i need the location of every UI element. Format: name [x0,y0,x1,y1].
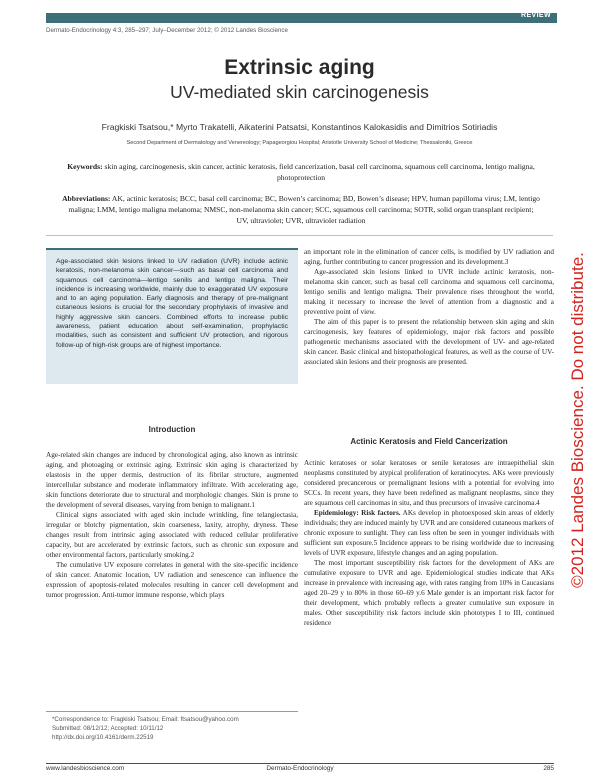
footer-divider [46,763,554,764]
doi-link[interactable]: http://dx.doi.org/10.4161/derm.22519 [52,734,154,741]
copyright-watermark: ©2012 Landes Bioscience. Do not distribute. [568,252,587,588]
journal-citation: Dermato-Endocrinology 4:3, 285–297; July–December 2012; © 2012 Landes Bioscience [46,27,288,34]
abbreviations [62,194,540,226]
epidemiology-label: Epidemiology: Risk factors. [314,509,401,517]
affiliation: Second Department of Dermatology and Venereology; Papageorgiou Hospital; Aristotle University School of Medicine; Thessaloniki, Greece [126,140,473,146]
right-column-top [304,247,554,367]
submission-dates: Submitted: 08/12/12; Accepted: 10/11/12 [52,725,164,732]
author-list: Fragkiski Tsatsou,* Myrto Trakatelli, Aikaterini Patsatsi, Konstantinos Kalokasidis and Dimitrios Sotiriadis [101,122,498,132]
header-bar [46,13,557,23]
section-label-box [46,13,557,23]
intro-heading: Introduction [148,425,196,434]
correspondence: *Correspondence to: Fragkiski Tsatsou; Email: ftsatsou@yahoo.com [52,716,239,723]
ak-paragraph-2-text: AKs develop in photoexposed skin areas of elderly individuals; they are induced mainly by UVR and are considered cutaneous markers of chronic exposure to sunlight. They can less often be seen in younger individuals with sufficient sun exposure.5 Incidence appears to be rising worldwide due to increasing levels of UVR exposure, lifestyle changes and an aging population. [304,509,554,557]
aim-paragraph: The aim of this paper is to present the relationship between skin aging and skin carcinogenesis, key features of epidemiology, major risk factors and possible pathogenetic mechanisms associated with the development of UV- and age-related skin cancer. Basic clinical and histopathological features, as well as the course of UV-associated skin lesions and their prognosis are presented. [304,318,554,366]
abstract-box [46,248,298,384]
article-subtitle: UV-mediated skin carcinogenesis [170,82,429,102]
keywords [62,162,540,184]
ak-section-heading: Actinic Keratosis and Field Cancerization [350,437,508,446]
intro-paragraph-1: Age-related skin changes are induced by chronological aging, also known as intrinsic aging, and photoaging or extrinsic aging. Extrinsic skin aging is characterized by elastosis in the upper dermis, destruction of its fibrilar structure, augmented intercellular substance and moderate inflammatory infiltrate. With accelerating age, skin functions deteriorate due to structural and morphologic changes. Skin is prone to the development of several diseases, varying from benign to malignant.1 [46,451,298,509]
footnote-divider [46,711,298,712]
keywords-label: Keywords: [67,162,103,171]
article-title: Extrinsic aging [224,56,375,79]
header-divider [46,235,553,236]
abbreviations-label: Abbreviations: [62,194,111,203]
ak-paragraph-3: The most important susceptibility risk factors for the development of AKs are cumulative exposure to UVR and age. Epidemiological studies indicate that AKs increase in prevalence with increasing age, with rates ranging from 10% in Caucasians aged 20–29 y to 80% in those 60–69 y.6 Male gender is an important risk factor for their development, which probably reflects a greater cumulative sun exposure in males. Other susceptibility risk factors include skin phototypes I to III, continued residence [304,559,554,627]
ak-paragraph-1: Actinic keratoses or solar keratoses or senile keratoses are intraepithelial skin neoplasms constituted by atypical proliferation of keratinocytes. AKs were previously considered precancerous or premalignant lesions with a potential for evolving into SCCs. In recent years, they have been redefined as malignant neoplasms, since they are squamous cell carcinomas in situ, and thus precursors of invasive carcinoma.4 [304,459,554,507]
footer-journal: Dermato-Endocrinology [266,765,334,772]
page-number: 285 [543,765,554,772]
intro-paragraph-2: Clinical signs associated with aged skin include wrinkling, fine telangiectasia, irregular or blotchy pigmentation, skin coarseness, laxity, atrophy, dryness. These changes result from intrinsic aging associated with reduced cellular proliferative capacity, but are accelerated by extrinsic factors, such as chronic sun exposure and other environmental factors, particularly smoking.2 [46,511,298,559]
keywords-text: skin aging, carcinogenesis, skin cancer, actinic keratosis, field cancerization, basal cell carcinoma, squamous cell carcinoma, lentigo maligna, photoprotection [102,162,535,182]
footnote [52,715,298,742]
intro-column [46,450,298,600]
ak-paragraph-2 [304,508,554,558]
intro-paragraph-3: The cumulative UV exposure correlates in general with the site-specific incidence of skin cancer. Anatomic location, UV radiation and senescence can influence the expression of apoptosis-related molecules resulting in cancer cell development and tumor progression. Anti-tumor immune response, which plays [46,561,298,599]
footer-website[interactable]: www.landesbioscience.com [46,765,125,772]
ak-section-column [304,458,554,628]
lesions-paragraph: Age-associated skin lesions linked to UVR include actinic keratosis, non-melanoma skin cancer, such as basal cell carcinoma and squamous cell carcinoma, lentigo senilis and lentigo maligna. Their prevalence rises throughout the world, making it necessary to increase the level of attention from a diagnostic and a preventive point of view. [304,268,554,316]
section-label: REVIEW [520,12,551,19]
intro-continued-paragraph: an important role in the elimination of cancer cells, is modified by UV radiation and aging, further contributing to cancer progression and its development.3 [304,248,554,266]
abbreviations-text: AK, actinic keratosis; BCC, basal cell carcinoma; BC, Bowen’s carcinoma; BD, Bowen’s disease; HPV, human papilloma virus; LM, lentigo maligna; LMM, lentigo maligna melanoma; NMSC, non-melanoma skin cancer; SCC, squamous cell carcinoma; SOTR, solid organ transplant recipient; UV, ultraviolet; UVR, ultraviolet radiation [68,194,540,225]
abstract-text: Age-associated skin lesions linked to UV radiation (UVR) include actinic keratosis, non-melanoma skin cancer—such as basal cell carcinoma and squamous cell carcinoma—lentigo senilis and lentigo maligna. Their incidence is increasing worldwide, mainly due to exaggerated UV exposure and to an aging population. Early diagnosis and therapy of pre-malignant cutaneous lesions is crucial for the secondary prophylaxis of invasive and highly aggressive skin cancers. Combined efforts to increase public awareness, patient education about self-examination, prophylactic modalities, such as consistent and sufficient UV protection, and rigorous follow-up of high-risk groups are of highest importance. [56,258,288,349]
